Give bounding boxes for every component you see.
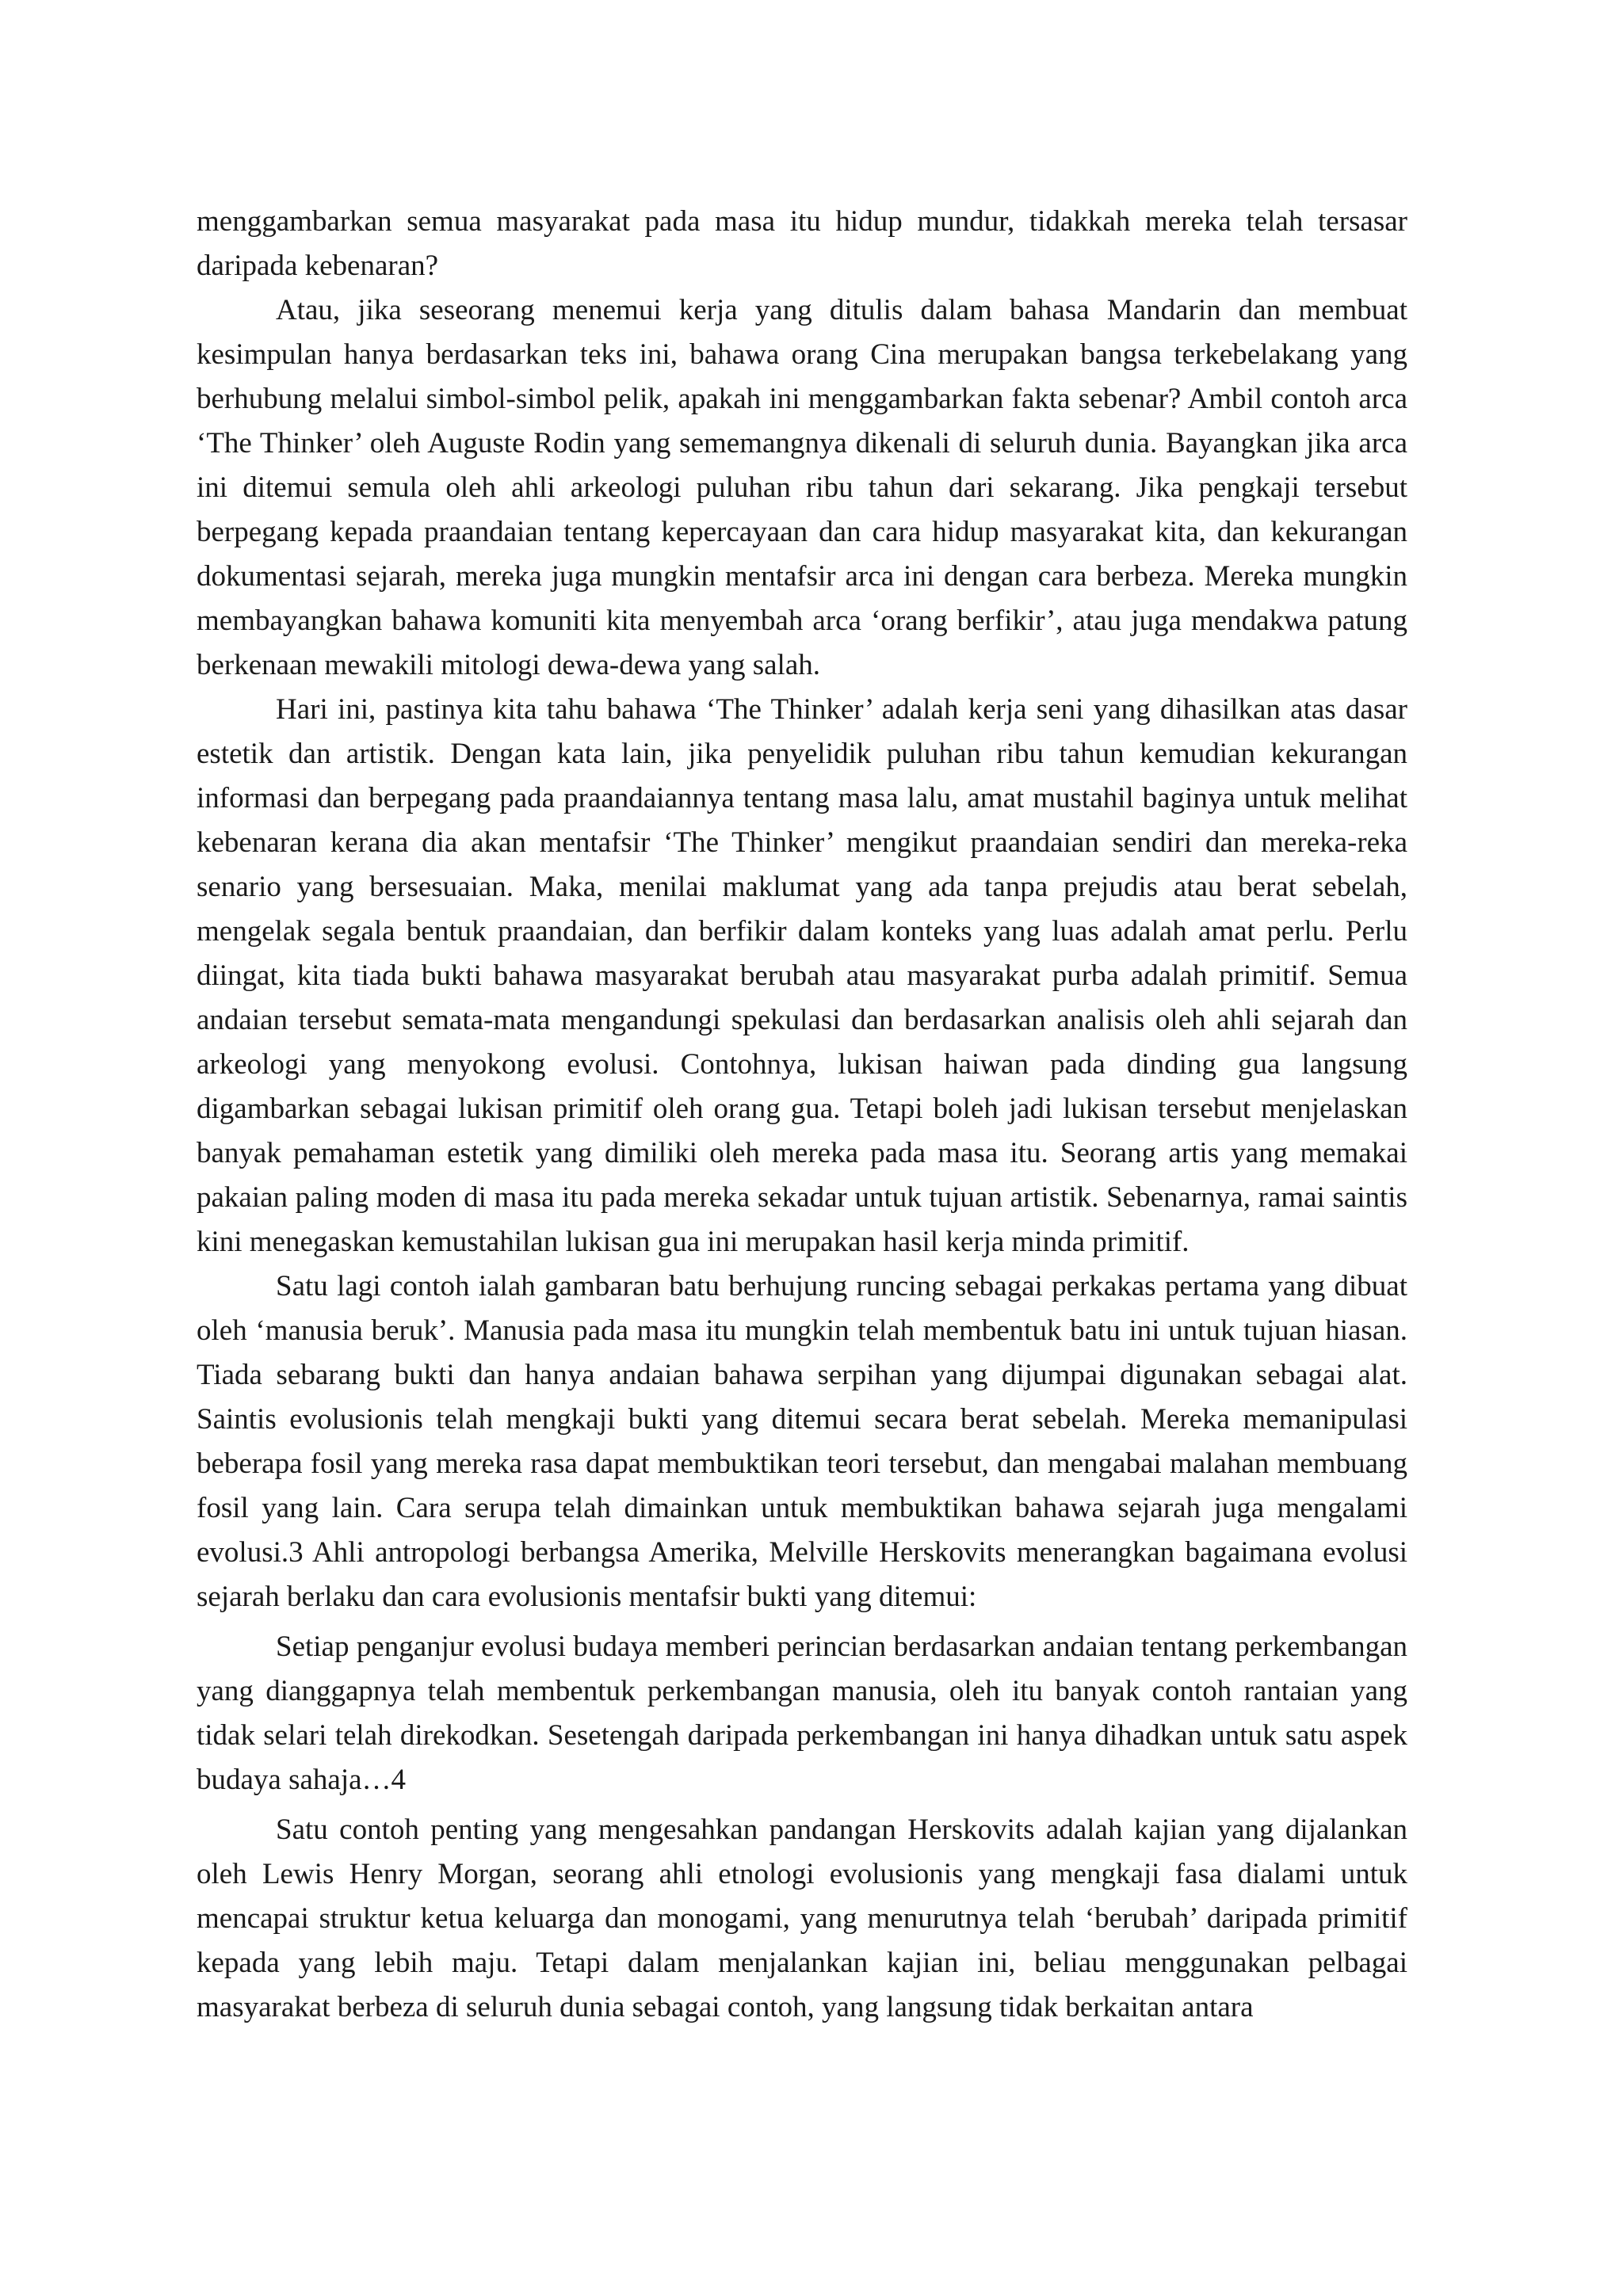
paragraph: Atau, jika seseorang menemui kerja yang ditulis dalam bahasa Mandarin dan membuat kesimpulan hanya berdasarkan teks ini, bahawa orang Cina merupakan bangsa terkebelakang yang berhubung melalui simbol-simbol pelik, apakah ini menggambarkan fakta sebenar? Ambil contoh arca ‘The Thinker’ oleh Auguste Rodin yang sememangnya dikenali di seluruh dunia. Bayangkan jika arca ini ditemui semula oleh ahli arkeologi puluhan ribu tahun dari sekarang. Jika pengkaji tersebut berpegang kepada praandaian tentang kepercayaan dan cara hidup masyarakat kita, dan kekurangan dokumentasi sejarah, mereka juga mungkin mentafsir arca ini dengan cara berbeza. Mereka mungkin membayangkan bahawa komuniti kita menyembah arca ‘orang berfikir’, atau juga mendakwa patung berkenaan mewakili mitologi dewa-dewa yang salah.	[197, 294, 1407, 681]
paragraph: menggambarkan semua masyarakat pada masa itu hidup mundur, tidakkah mereka telah tersasar daripada kebenaran?	[197, 205, 1407, 282]
block-quote-paragraph: Setiap penganjur evolusi budaya memberi perincian berdasarkan andaian tentang perkembangan yang dianggapnya telah membentuk perkembangan manusia, oleh itu banyak contoh rantaian yang tidak selari telah direkodkan. Sesetengah daripada perkembangan ini hanya dihadkan untuk satu aspek budaya sahaja…4	[197, 1630, 1407, 1796]
paragraph: Satu lagi contoh ialah gambaran batu berhujung runcing sebagai perkakas pertama yang dibuat oleh ‘manusia beruk’. Manusia pada masa itu mungkin telah membentuk batu ini untuk tujuan hiasan. Tiada sebarang bukti dan hanya andaian bahawa serpihan yang dijumpai digunakan sebagai alat. Saintis evolusionis telah mengkaji bukti yang ditemui secara berat sebelah. Mereka memanipulasi beberapa fosil yang mereka rasa dapat membuktikan teori tersebut, dan mengabai malahan membuang fosil yang lain. Cara serupa telah dimainkan untuk membuktikan bahawa sejarah juga mengalami evolusi.3 Ahli antropologi berbangsa Amerika, Melville Herskovits menerangkan bagaimana evolusi sejarah berlaku dan cara evolusionis mentafsir bukti yang ditemui:	[197, 1270, 1407, 1613]
paragraph: Hari ini, pastinya kita tahu bahawa ‘The Thinker’ adalah kerja seni yang dihasilkan atas dasar estetik dan artistik. Dengan kata lain, jika penyelidik puluhan ribu tahun kemudian kekurangan informasi dan berpegang pada praandaiannya tentang masa lalu, amat mustahil baginya untuk melihat kebenaran kerana dia akan mentafsir ‘The Thinker’ mengikut praandaian sendiri dan mereka-reka senario yang bersesuaian. Maka, menilai maklumat yang ada tanpa prejudis atau berat sebelah, mengelak segala bentuk praandaian, dan berfikir dalam konteks yang luas adalah amat perlu. Perlu diingat, kita tiada bukti bahawa masyarakat berubah atau masyarakat purba adalah primitif. Semua andaian tersebut semata-mata mengandungi spekulasi dan berdasarkan analisis oleh ahli sejarah dan arkeologi yang menyokong evolusi. Contohnya, lukisan haiwan pada dinding gua langsung digambarkan sebagai lukisan primitif oleh orang gua. Tetapi boleh jadi lukisan tersebut menjelaskan banyak pemahaman estetik yang dimiliki oleh mereka pada masa itu. Seorang artis yang memakai pakaian paling moden di masa itu pada mereka sekadar untuk tujuan artistik. Sebenarnya, ramai saintis kini menegaskan kemustahilan lukisan gua ini merupakan hasil kerja minda primitif.	[197, 693, 1407, 1258]
document-page	[197, 200, 1407, 2030]
paragraph: Satu contoh penting yang mengesahkan pandangan Herskovits adalah kajian yang dijalankan oleh Lewis Henry Morgan, seorang ahli etnologi evolusionis yang mengkaji fasa dialami untuk mencapai struktur ketua keluarga dan monogami, yang menurutnya telah ‘berubah’ daripada primitif kepada yang lebih maju. Tetapi dalam menjalankan kajian ini, beliau menggunakan pelbagai masyarakat berbeza di seluruh dunia sebagai contoh, yang langsung tidak berkaitan antara	[197, 1814, 1407, 2023]
